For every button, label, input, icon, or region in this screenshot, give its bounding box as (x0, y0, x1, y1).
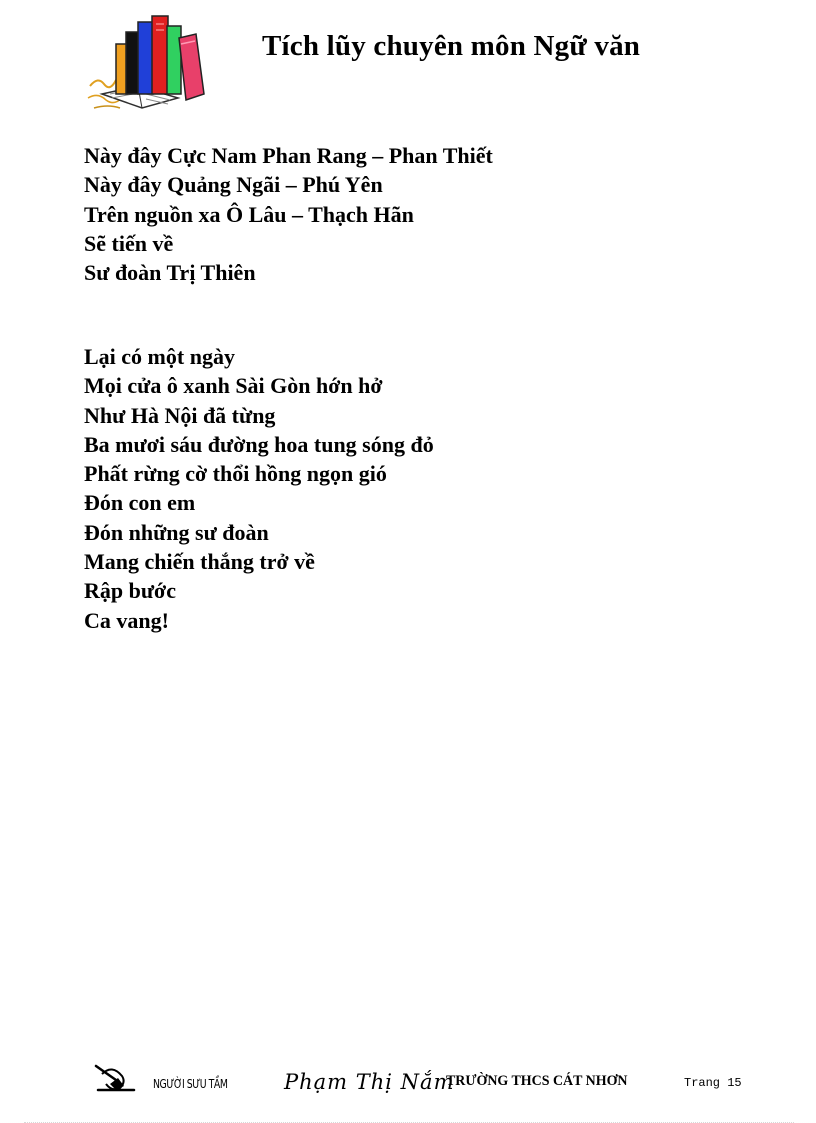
page-number: Trang 15 (684, 1076, 742, 1090)
poem-line: Ba mươi sáu đường hoa tung sóng đỏ (84, 431, 434, 457)
poem-line: Trên nguồn xa Ô Lâu – Thạch Hãn (84, 201, 414, 227)
poem-stanza-1 (84, 141, 493, 287)
pen-icon (94, 1064, 136, 1094)
author-name: Phạm Thị Nắm (284, 1070, 455, 1094)
poem-line: Sẽ tiến về (84, 230, 174, 256)
poem-line: Phất rừng cờ thổi hồng ngọn gió (84, 461, 387, 487)
poem-line: Đón con em (84, 490, 196, 516)
poem-line: Đón những sư đoàn (84, 519, 269, 545)
books-icon (86, 14, 208, 112)
poem-line: Này đây Cực Nam Phan Rang – Phan Thiết (84, 143, 493, 168)
poem-line: Này đây Quảng Ngãi – Phú Yên (84, 172, 383, 198)
poem-line: Mang chiến thắng trở về (84, 549, 315, 575)
school-name: TRƯỜNG THCS CÁT NHƠN (446, 1073, 628, 1089)
poem-line: Rập bước (84, 578, 177, 604)
page-footer (0, 1058, 816, 1108)
poem-line: Mọi cửa ô xanh Sài Gòn hớn hở (84, 373, 383, 399)
poem-line: Lại có một ngày (84, 344, 235, 369)
poem-line: Như Hà Nội đã từng (84, 402, 276, 428)
collector-label: NGƯỜI SƯU TẦM (153, 1077, 228, 1091)
poem-line: Sư đoàn Trị Thiên (84, 260, 256, 286)
poem-stanza-2 (84, 342, 434, 635)
poem-line: Ca vang! (84, 607, 169, 633)
page-title: Tích lũy chuyên môn Ngữ văn (262, 30, 641, 62)
